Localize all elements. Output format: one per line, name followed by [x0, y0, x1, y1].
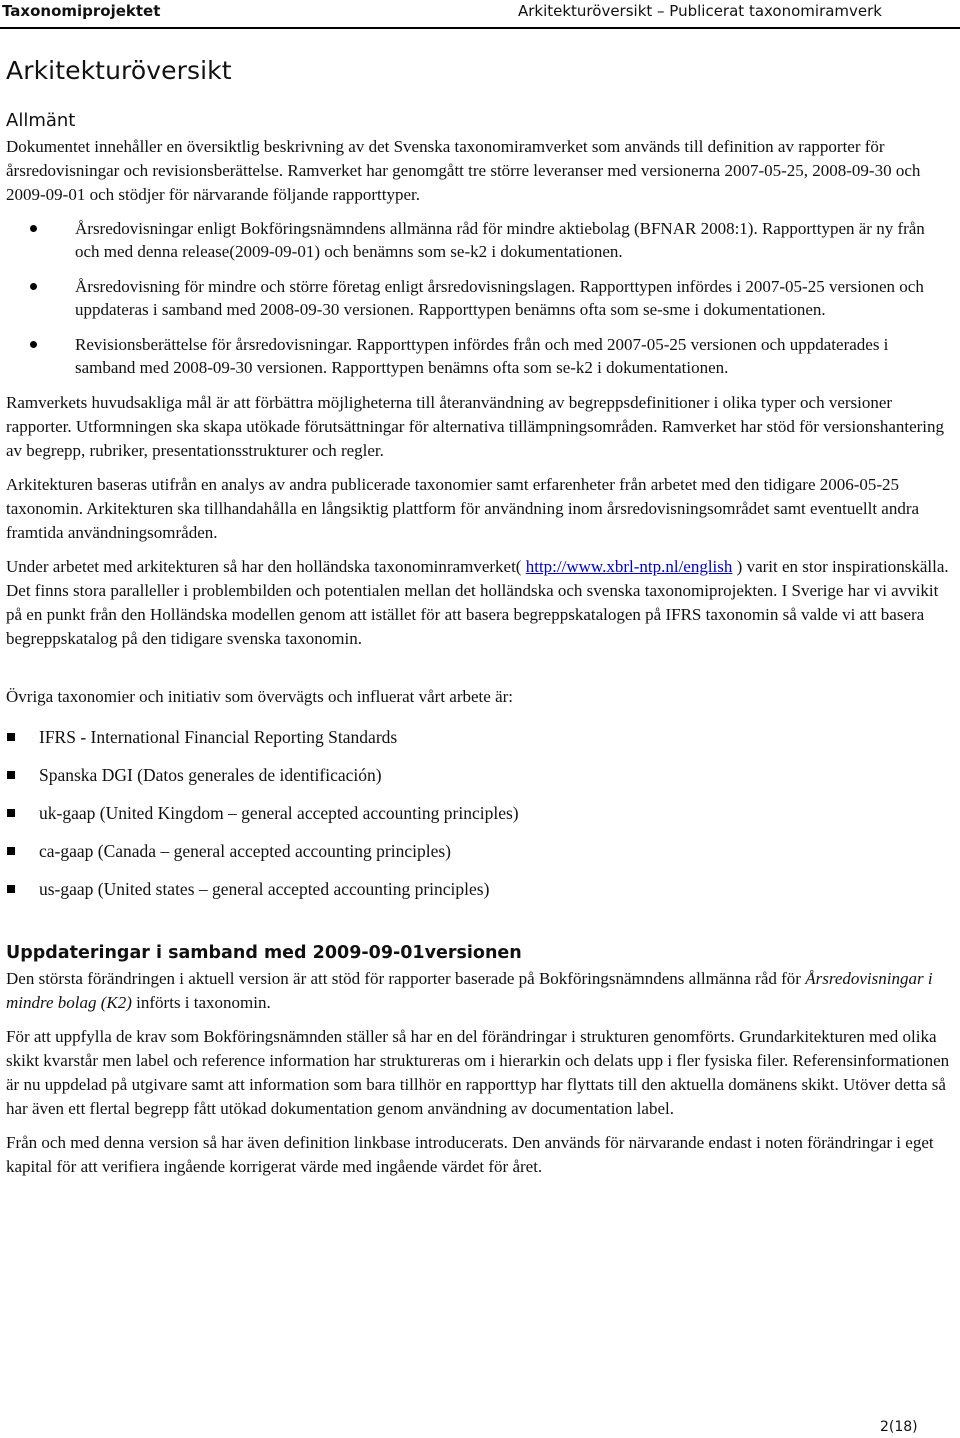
dutch-text-after: ) varit en stor inspirationskälla. Det finns stora paralleller i problembilden och potentialen mellan det holländska och svenska taxonomiprojekten. I Sverige har vi avvikit på en punkt från den Holländska modellen genom att istället för att basera begreppskatalogen på IFRS taxonomin så valde vi att basera begreppskatalog på den tidigare svenska taxonomin.: [6, 557, 949, 648]
report-type-list: [6, 217, 952, 379]
bullet-icon: [30, 225, 37, 232]
updates-p1-before: Den största förändringen i aktuell version är att stöd för rapporter baserade på Bokföringsnämndens allmänna råd för: [6, 969, 806, 988]
bullet-icon: [30, 341, 37, 348]
page-content: [6, 56, 952, 1179]
list-item-text: uk-gaap (United Kingdom – general accepted accounting principles): [39, 803, 519, 823]
list-item-text: Spanska DGI (Datos generales de identificación): [39, 765, 382, 785]
updates-paragraph-1: [6, 967, 952, 1015]
list-item: [6, 839, 952, 877]
square-bullet-icon: [7, 847, 15, 855]
bullet-icon: [30, 283, 37, 290]
other-taxonomies-list: [6, 725, 952, 915]
dutch-taxonomy-link[interactable]: http://www.xbrl-ntp.nl/english: [525, 557, 733, 576]
list-item: [6, 801, 952, 839]
section-heading-allmant: Allmänt: [6, 110, 76, 131]
updates-p1-after: införts i taxonomin.: [131, 993, 271, 1012]
list-item: [6, 333, 952, 379]
architecture-paragraph: Arkitekturen baseras utifrån en analys av andra publicerade taxonomier samt erfarenheter från arbetet med den tidigare 2006-05-25 taxonomin. Arkitekturen ska tillhandahålla en långsiktig plattform för användning inom årsredovisningsområdet samt eventuellt andra framtida användningsområden.: [6, 475, 920, 542]
header-divider: [0, 27, 960, 29]
dutch-text-before: Under arbetet med arkitekturen så har den holländska taxonominramverket(: [6, 557, 526, 576]
list-item-text: Årsredovisning för mindre och större företag enligt årsredovisningslagen. Rapporttypen infördes i 2007-05-25 versionen och uppdateras i samband med 2008-09-30 versionen. Rapporttypen benämns ofta som se-sme i dokumentationen.: [75, 277, 924, 319]
list-item-text: IFRS - International Financial Reporting Standards: [39, 727, 398, 747]
section-heading-updates: Uppdateringar i samband med 2009-09-01versionen: [6, 943, 522, 963]
list-item: [6, 763, 952, 801]
list-item-text: us-gaap (United states – general accepted accounting principles): [39, 879, 490, 899]
header-project-name: Taxonomiprojektet: [2, 2, 161, 20]
list-item: [6, 217, 952, 263]
list-item-text: Revisionsberättelse för årsredovisningar. Rapporttypen infördes från och med 2007-05-25 versionen och uppdaterades i samband med 2008-09-30 versionen. Rapporttypen benämns ofta som se-k2 i dokumentationen.: [75, 335, 889, 377]
list-item: [6, 725, 952, 763]
page-title: Arkitekturöversikt: [6, 56, 232, 85]
header-document-title: Arkitekturöversikt – Publicerat taxonomiramverk: [517, 2, 882, 20]
updates-p1-italic: Årsredovisningar i mindre bolag (K2): [6, 969, 933, 1012]
other-taxonomies-intro: Övriga taxonomier och initiativ som övervägts och influerat vårt arbete är:: [6, 687, 513, 706]
list-item: [6, 275, 952, 321]
intro-paragraph: Dokumentet innehåller en översiktlig beskrivning av det Svenska taxonomiramverket som används till definition av rapporter för årsredovisningar och revisionsberättelse. Ramverket har genomgått tre större leveranser med versionerna 2007-05-25, 2008-09-30 och 2009-09-01 och stödjer för närvarande följande rapporttyper.: [6, 137, 921, 204]
page-header: [0, 0, 960, 22]
square-bullet-icon: [7, 733, 15, 741]
list-item-text: ca-gaap (Canada – general accepted accounting principles): [39, 841, 452, 861]
list-item: [6, 877, 952, 915]
list-item-text: Årsredovisningar enligt Bokföringsnämndens allmänna råd för mindre aktiebolag (BFNAR 2008:1). Rapporttypen är ny från och med denna release(2009-09-01) och benämns som se-k2 i dokumentationen.: [75, 219, 925, 261]
square-bullet-icon: [7, 771, 15, 779]
square-bullet-icon: [7, 809, 15, 817]
goals-paragraph: Ramverkets huvudsakliga mål är att förbättra möjligheterna till återanvändning av begreppsdefinitioner i olika typer och versioner rapporter. Utformningen ska skapa utökade förutsättningar för alternativa tillämpningsområden. Ramverket har stöd för versionshantering av begrepp, rubriker, presentationsstrukturer och regler.: [6, 393, 945, 460]
updates-paragraph-2: För att uppfylla de krav som Bokföringsnämnden ställer så har en del förändringar i strukturen genomförts. Grundarkitekturen med olika skikt kvarstår men label och reference information har struktureras om i hierarkin och delats upp i fler fysiska filer. Referensinformationen är nu uppdelad på utgivare samt att information som bara tillhör en rapporttyp har flyttats till den aktuella domänens skikt. Utöver detta så har även ett flertal begrepp fått utökad dokumentation genom användning av documentation label.: [6, 1027, 950, 1118]
square-bullet-icon: [7, 885, 15, 893]
page-number: 2(18): [880, 1419, 918, 1435]
dutch-paragraph: [6, 555, 952, 651]
updates-paragraph-3: Från och med denna version så har även definition linkbase introducerats. Den används för närvarande endast i noten förändringar i eget kapital för att verifiera ingående korrigerat värde med ingående värdet för året.: [6, 1133, 934, 1176]
